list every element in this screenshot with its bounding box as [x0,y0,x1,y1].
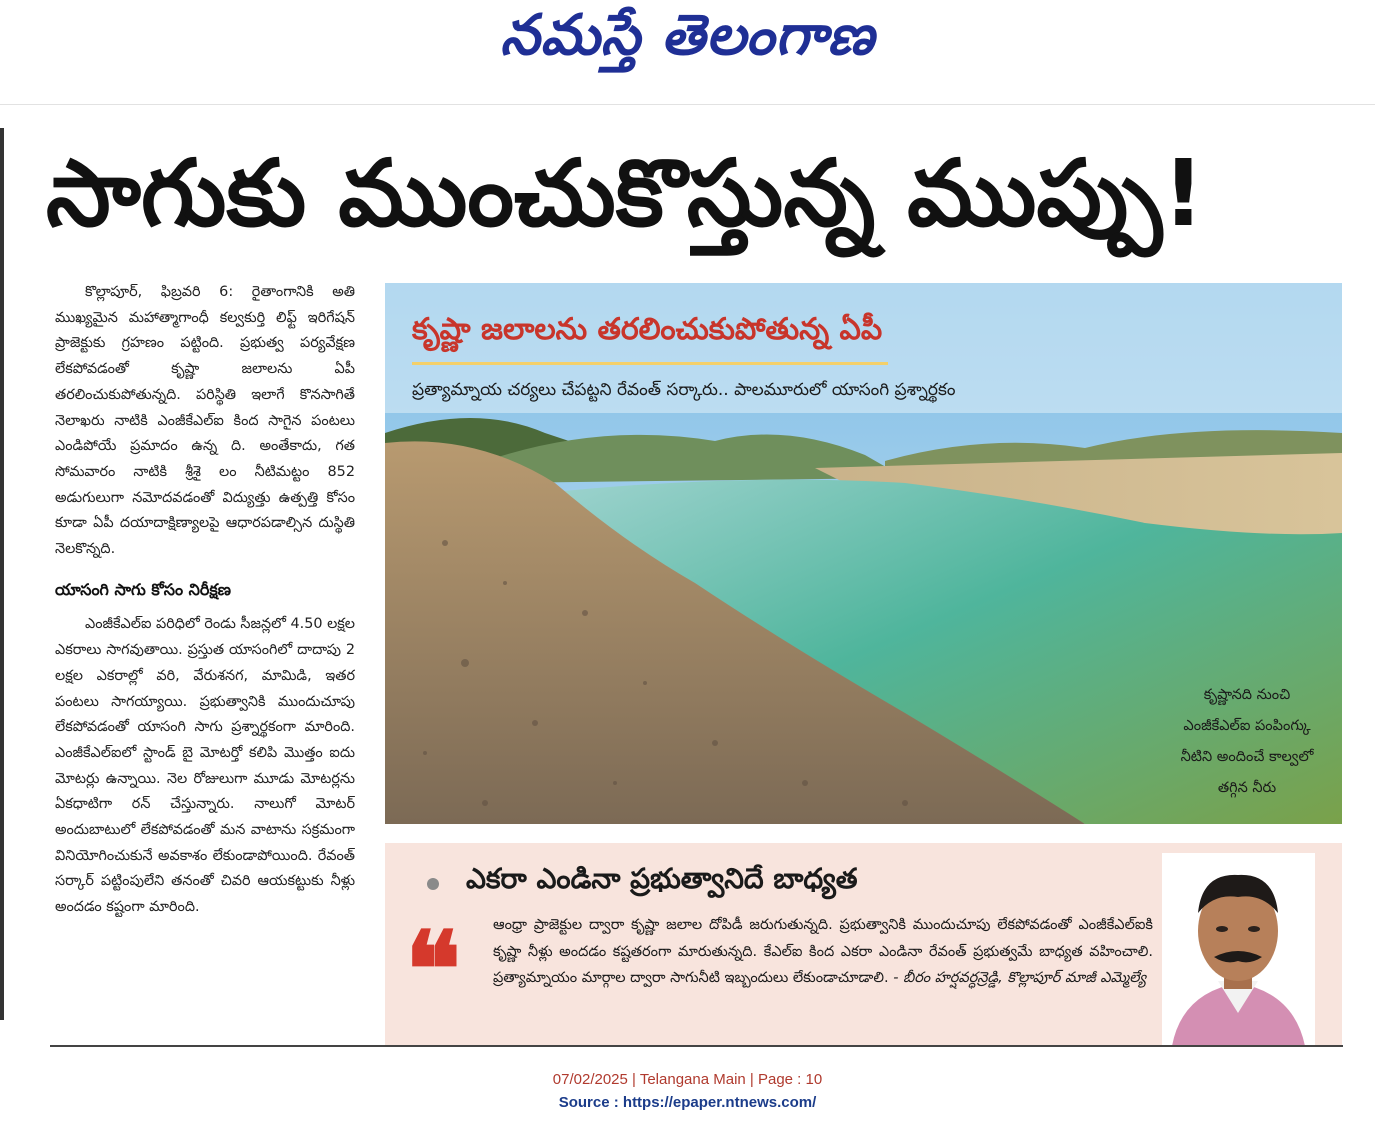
article-body [55,280,355,921]
footer-source: Source : https://epaper.ntnews.com/ [558,1094,817,1111]
quote-attribution: - బీరం హర్షవర్ధన్రెడ్డి, కొల్లాపూర్ మాజీ ఎమ్మెల్యే [893,970,1147,986]
bottom-rule [50,1045,1343,1047]
photo-subkicker: ప్రత్యామ్నాయ చర్యలు చేపట్టని రేవంత్ సర్కారు.. పాలమూరులో యాసంగి ప్రశ్నార్థకం [412,380,956,400]
bullet-icon [427,878,439,890]
quote-marks-icon: ❝ [405,908,461,1031]
quote-heading: ఎకరా ఎండినా ప్రభుత్వానిదే బాధ్యత [466,862,858,895]
article-paragraph: ఎంజీకేఎల్ఐ పరిధిలో రెండు సీజన్లలో 4.50 లక్షల ఎకరాలు సాగవుతాయి. ప్రస్తుత యాసంగిలో దాదాపు 2 లక్షల ఎకరాల్లో వరి, వేరుశనగ, మామిడి, ఇతర పంటలు సాగయ్యాయి. ప్రభుత్వానికి ముందుచూపు లేకపోవడంతో యాసంగి సాగు ప్రశ్నార్థకంగా మారింది. ఎంజీకేఎల్ఐలో స్టాండ్ బై మోటర్తో కలిపి మొత్తం ఐదు మోటర్లు ఉన్నాయి. నెల రోజులుగా మూడు మోటర్లను ఏకధాటిగా రన్ చేస్తున్నారు. నాలుగో మోటర్ అందుబాటులో లేకపోవడంతో మన వాటాను సక్రమంగా వినియోగించుకునే అవకాశం లేకుండాపోయింది. రేవంత్ సర్కార్ పట్టింపులేని తనంతో చివరి ఆయకట్టుకు నీళ్లు అందడం కష్టంగా మారింది. [55,616,356,916]
newspaper-logo: నమస్తే తెలంగాణ [500,2,875,68]
masthead [0,0,1375,105]
photo-caption: కృష్ణానది నుంచి ఎంజీకేఎల్ఐ పంపింగ్కు నీటిని అందించే కాల్వలో తగ్గిన నీరు [1180,687,1314,796]
quote-body: ఆంధ్రా ప్రాజెక్టుల ద్వారా కృష్ణా జలాల దోపిడీ జరుగుతున్నది. ప్రభుత్వానికి ముందుచూపు లేకపోవడంతో ఎంజీకేఎల్ఐకి కృష్ణా నీళ్లు అందడం కష్టతరంగా మారుతున్నది. కేఎల్ఐ కింద ఎకరా ఎండినా రేవంత్ ప్రభుత్వమే బాధ్యత వహించాలి. ప్రత్యామ్నాయం మార్గాల ద్వారా సాగునీటి ఇబ్బందులు లేకుండాచూడాలి. [493,917,1153,986]
column-rule [0,128,4,1020]
article-paragraph: కొల్లాపూర్, ఫిబ్రవరి 6: రైతాంగానికి అతి ముఖ్యమైన మహాత్మాగాంధీ కల్వకుర్తి లిఫ్ట్ ఇరిగేషన్ ప్రాజెక్టుకు గ్రహణం పట్టింది. ప్రభుత్వ పర్యవేక్షణ లేకపోవడంతో కృష్ణా జలాలను ఏపీ తరలించుకుపోతున్నది. పరిస్థితి ఇలాగే కొనసాగితే నెలాఖరు నాటికి ఎంజీకేఎల్ఐ కింద సాగైన పంటలు ఎండిపోయే ప్రమాదం ఉన్న ది. అంతేకాదు, గత సోమవారం నాటికి శ్రీశై లం నీటిమట్టం 852 అడుగులుగా నమోదవడంతో విద్యుత్తు ఉత్పత్తి కోసం కూడా ఏపీ దయాదాక్షిణ్యాలపై ఆధారపడాల్సిన దుస్థితి నెలకొన్నది. [55,284,355,558]
article-headline: సాగుకు ముంచుకొస్తున్న ముప్పు! [46,140,1205,247]
portrait-photo [1162,853,1315,1046]
footer-edition-info: 07/02/2025 | Telangana Main | Page : 10 [552,1071,823,1088]
article-subheading: యాసంగి సాగు కోసం నిరీక్షణ [55,579,231,599]
quote-text [493,912,1153,992]
photo-kicker: కృష్ణా జలాలను తరలించుకుపోతున్న ఏపీ [412,312,888,365]
person-portrait [1162,853,1315,1046]
